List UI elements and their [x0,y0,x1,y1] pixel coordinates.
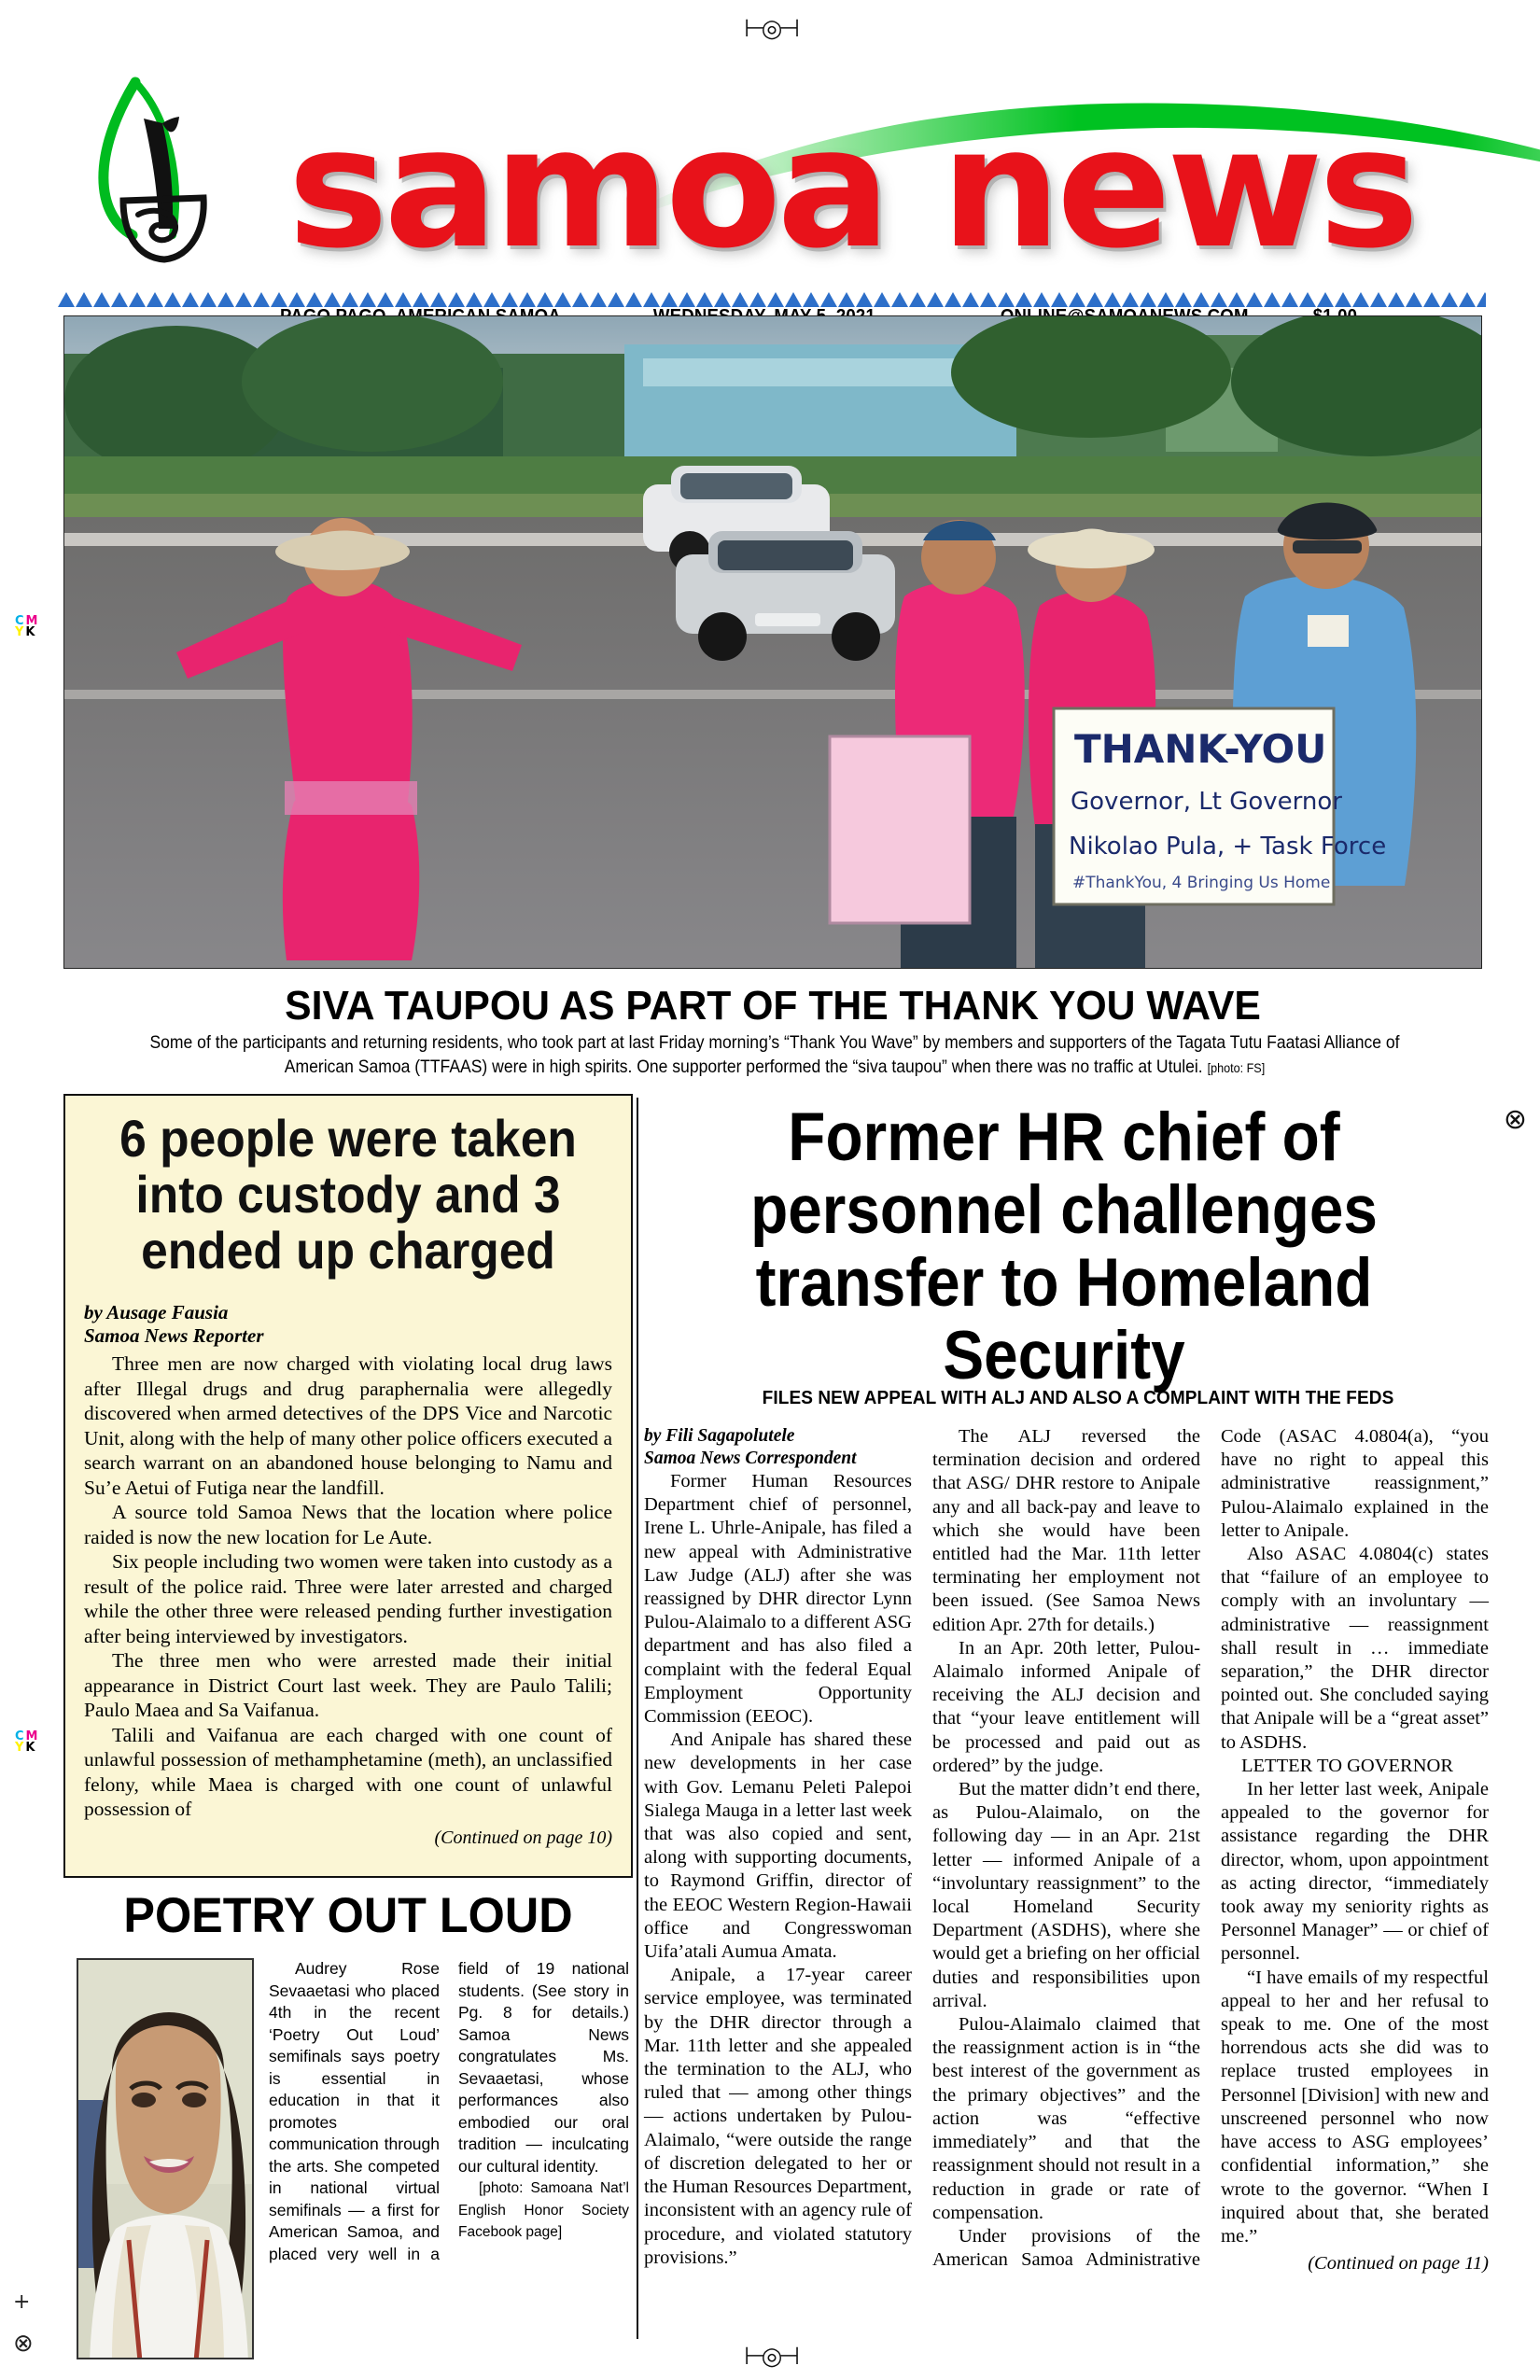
left-story-body [84,1351,612,1822]
registration-mark-bottom: ⊢◎⊣ [744,2343,796,2371]
left-story-byline-author: by Ausage Fausia [84,1301,229,1323]
main-story-paragraph: But the matter didn’t end there, as Pulou-Alaimalo, on the following day — in an Apr. 21st letter — informed Anipale of a “involuntary reassignment” to the local Homeland Security Department (ASDHS), where she would get a briefing on her official duties and responsibilities upon arrival. [932,1779,1200,2011]
left-story-paragraph: Three men are now charged with violating local drug laws after Illegal drugs and drug paraphernalia were allegedly discovered when armed detectives of the DPS Vice and Narcotic Unit, along with the help of many other police officers executed a search warrant on an abandoned house belonging to Namu and Su’e Aetui of Futiga near the landfill. [84,1352,612,1499]
left-story-byline [84,1301,612,1348]
main-story-body [644,1425,1489,2326]
color-calibration-bar-lower: C M Y K [15,1729,38,1755]
poetry-headline: POETRY OUT LOUD [123,1888,573,1943]
poetry-portrait-photo [77,1958,254,2359]
left-story-continued: (Continued on page 10) [434,1827,612,1848]
main-story-paragraph: Under provisions of the American Samoa Administrative Code (ASAC 4.0804(a), “you have no right to appeal this administrative reassignment,” Pulou-Alaimalo explained in the letter to Anipale. [932,1426,1489,2271]
main-story-paragraph: The ALJ reversed the termination decision and ordered that ASG/ DHR restore to Anipale any and all back-pay and leave to which she would have been entitled had the Mar. 11th letter terminating her employment not been issued. (See Samoa News edition Apr. 27th for details.) [932,1426,1200,1635]
column-divider [637,1098,638,2339]
main-story-paragraph: “I have emails of my respectful appeal to her and her refusal to speak to me. One of the most horrendous acts she did was to replace trusted employees in Personnel [Division] with new and unscreened personnel who now have access to ASG employees’ confidential information,” she wrote to the governor. “When I inquired about that, she berated me.” [1221,1967,1489,2247]
main-story-paragraph: Also ASAC 4.0804(c) states that “failure of an employee to comply with an involuntary — administrative — reassignment shall result in … immediate separation,” the DHR director pointed out. She concluded saying that Anipale will be a “great asset” to ASDHS. [1221,1544,1489,1753]
main-story-paragraph: And Anipale has shared these new developments in her case with Gov. Lemanu Peleti Palepoi Sialega Mauga in a letter last week that was also copied and sent, along with supporting documents, to Raymond Griffin, director of the EEOC Western Region-Hawaii office and Congresswoman Uifa’atali Aumua Amata. [644,1729,912,1963]
hero-photo [63,315,1482,969]
hero-caption-headline: SIVA TAUPOU AS PART OF THE THANK YOU WAVE [285,983,1261,1029]
masthead [56,42,1493,285]
left-story-paragraph: A source told Samoa News that the location where police raided is now the new location for Le Aute. [84,1501,612,1548]
main-story-byline-author: by Fili Sagapolutele [644,1426,795,1446]
samoa-news-logo-icon [84,65,299,275]
triangle-rule-divider [58,292,1486,307]
masthead-wordmark: samoa news [287,91,1415,285]
color-calibration-bar-upper: C M Y K [15,614,38,639]
main-story-paragraph: In her letter last week, Anipale appealed to the governor for assistance regarding the DHR director, whom, upon appointment as acting director, “immediately took away my seniority rights as Personnel Manager” — or chief of personnel. [1221,1779,1489,1965]
left-story-byline-role: Samoa News Reporter [84,1324,264,1347]
svg-text:THANK-YOU: THANK-YOU [1074,726,1327,772]
left-story-headline: 6 people were taken into custody and 3 ended up charged [119,1109,577,1280]
main-story-paragraph: Pulou-Alaimalo claimed that the reassignment action is in “the best interest of the government as the primary objectives” and the action was “effective immediately” and that the reassignment should not result in a reduction in grade or rate of compensation. [932,2014,1200,2223]
left-story-paragraph: Six people including two women were taken into custody as a result of the police raid. Three were later arrested and charged while the other three were released pending further investigation after being interviewed by investigators. [84,1550,612,1647]
hero-photo-credit: [photo: FS] [1207,1060,1266,1075]
main-story-section-label: LETTER TO GOVERNOR [1241,1755,1454,1776]
registration-circle-top-right: ⊗ [1503,1103,1527,1136]
left-story-box [63,1094,633,1878]
poetry-body-text: Audrey Rose Sevaaetasi who placed 4th in the recent ‘Poetry Out Loud’ semifinals says poetry is essential in education in that it promotes communication through the arts. She competed in national virtual semifinals — a first for American Samoa, and placed very well in a field of 19 national students. (See story in Pg. 8 for details.) Samoa News congratulates Ms. Sevaaetasi, whose performances also embodied our oral tradition — inculcating our cultural identity. [269,1959,629,2263]
svg-text:Governor, Lt Governor: Governor, Lt Governor [1071,788,1342,816]
registration-circle-bottom-left: ⊗ [13,2330,34,2358]
registration-mark-top: ⊢◎⊣ [744,15,796,43]
left-story-paragraph: The three men who were arrested made their initial appearance in District Court last week. They are Paulo Talili; Paulo Maea and Sa Vaifanua. [84,1649,612,1721]
svg-text:#ThankYou, 4 Bringing Us Home: #ThankYou, 4 Bringing Us Home [1072,874,1331,892]
main-story-headline: Former HR chief of personnel challenges transfer to Homeland Security [750,1099,1378,1393]
main-story-paragraph: In an Apr. 20th letter, Pulou-Alaimalo informed Anipale of receiving the ALJ decision and that “your leave entitlement will be processed and paid out as ordered” by the judge. [932,1637,1200,1776]
main-story-paragraph: Anipale, a 17-year career service employee, was terminated by the DHR director through a Mar. 11th letter and she appealed the termination to the ALJ, who ruled that — among other things — actions undertaken by Pulou-Alaimalo, “were outside the range of discretion delegated to her or the Human Resources Department, inconsistent with an agency rule of procedure, and violated statutory provisions.” [644,1965,912,2268]
main-story-paragraph: Former Human Resources Department chief of personnel, Irene L. Uhrle-Anipale, has filed a new appeal with Administrative Law Judge (ALJ) after she was reassigned by DHR director Lynn Pulou-Alaimalo to a different ASG department and has also filed a complaint with the federal Equal Employment Opportunity Commission (EEOC). [644,1471,912,1728]
hero-caption-body [145,1030,1405,1080]
registration-plus-bottom-left: + [13,2290,31,2314]
svg-text:Nikolao Pula, + Task Force: Nikolao Pula, + Task Force [1069,833,1387,861]
poetry-body-columns [269,1958,629,2265]
hero-caption-text: Some of the participants and returning residents, who took part at last Friday morning’s “Thank You Wave” by members and supporters of the Tagata Tutu Faatasi Alliance of American Samoa (TTFAAS) were in high spirits. One supporter performed the “siva taupou” when there was no traffic at Utulei. [149,1032,1400,1077]
main-story-subhead: FILES NEW APPEAL WITH ALJ AND ALSO A COMPLAINT WITH THE FEDS [762,1388,1394,1408]
poetry-photo-credit: [photo: Samoana Nat’l English Honor Society Facebook page] [458,2180,629,2240]
left-story-paragraph: Talili and Vaifanua are each charged with one count of unlawful possession of methamphetamine (meth), an unclassified felony, while Maea is charged with one count of unlawful possession of [84,1723,612,1820]
main-story-continued: (Continued on page 11) [1308,2253,1489,2275]
main-story-byline-role: Samoa News Correspondent [644,1449,857,1468]
